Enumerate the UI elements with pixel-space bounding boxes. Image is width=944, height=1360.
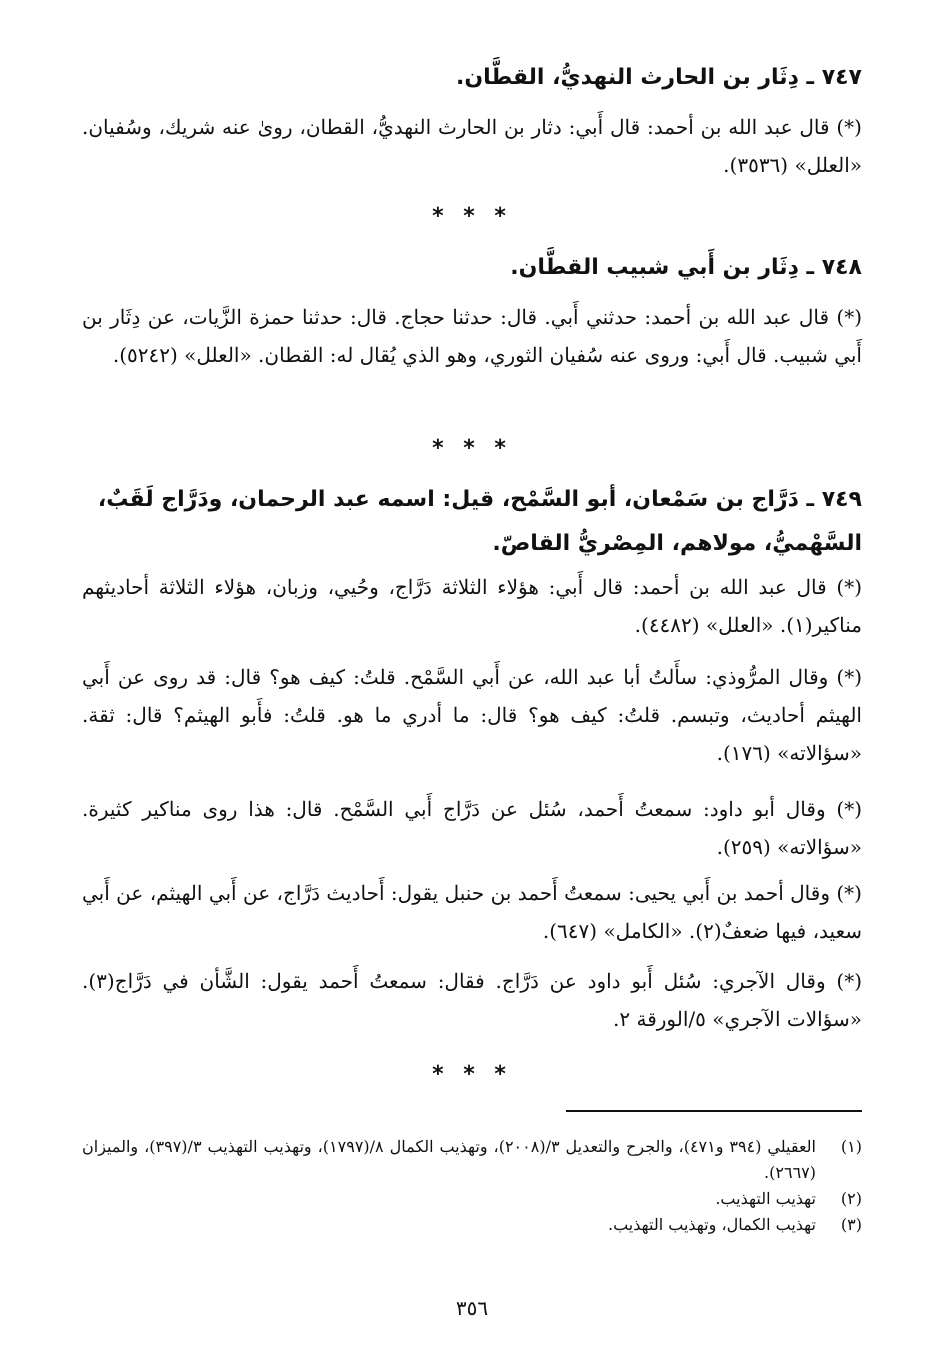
- entry-749-body-5: [82, 962, 862, 1038]
- entry-749-body-4: [82, 874, 862, 950]
- entry-paragraph: (*) وقال المرُّوذي: سأَلتُ أبا عبد الله، عن أَبي السَّمْح. قلتُ: كيف هو؟ قال: قد روى عن أَبي الهيثم أحاديث، وتبسم. قلتُ: كيف هو؟ قال: ما أدري ما هو. قلتُ: فأَبو الهيثم؟ قال: ثقة. «سؤالاته» (١٧٦).: [82, 665, 862, 765]
- footnote-number: (١): [840, 1137, 862, 1156]
- entry-heading: ٧٤٨ ـ دِثَار بن أَبي شبيب القطَّان.: [510, 255, 862, 280]
- footnote: [82, 1212, 862, 1238]
- entry-749: [82, 478, 862, 566]
- footnote: [82, 1134, 862, 1186]
- entry-748-body: [82, 298, 862, 374]
- entry-paragraph: (*) وقال أبو داود: سمعتُ أَحمد، سُئل عن دَرَّاج أَبي السَّمْح. قال: هذا روى مناكير كثيرة. «سؤالاته» (٢٥٩).: [82, 797, 862, 859]
- entry-paragraph: (*) قال عبد الله بن أحمد: قال أَبي: هؤلاء الثلاثة دَرَّاج، وحُيي، وزبان، هؤلاء الثلاثة أحاديثهم مناكير(١). «العلل» (٤٤٨٢).: [82, 575, 862, 637]
- entry-748: [82, 246, 862, 290]
- section-separator: * * *: [432, 204, 512, 229]
- entry-747: [82, 56, 862, 100]
- entry-paragraph: (*) وقال أحمد بن أَبي يحيى: سمعتُ أَحمد بن حنبل يقول: أَحاديث دَرَّاج، عن أَبي الهيثم، عن أَبي سعيد، فيها ضعفٌ(٢). «الكامل» (٦٤٧).: [82, 881, 862, 943]
- footnote-number: (٣): [840, 1215, 862, 1234]
- entry-heading: ٧٤٩ ـ دَرَّاج بن سَمْعان، أبو السَّمْح، قيل: اسمه عبد الرحمان، ودَرَّاج لَقَبٌ، السَّهْميُّ، مولاهم، المِصْريُّ القاصّ.: [97, 487, 862, 556]
- footnote-rule: [566, 1110, 862, 1112]
- entry-paragraph: (*) وقال الآجري: سُئل أَبو داود عن دَرَّاج. فقال: سمعتُ أَحمد يقول: الشَّأن في دَرَّاج(٣). «سؤالات الآجري» ٥/الورقة ٢.: [82, 969, 862, 1031]
- page-number: ٣٥٦: [455, 1296, 489, 1320]
- entry-749-body-3: [82, 790, 862, 866]
- entry-heading: ٧٤٧ ـ دِثَار بن الحارث النهديُّ، القطَّان.: [456, 65, 862, 90]
- entry-747-body: [82, 108, 862, 184]
- footnote-text: العقيلي (٣٩٤ و٤٧١)، والجرح والتعديل ٣/(٢٠٠٨)، وتهذيب الكمال ٨/(١٧٩٧)، وتهذيب التهذيب ٣/(٣٩٧)، والميزان (٢٦٦٧).: [82, 1137, 816, 1182]
- footnote: [82, 1186, 862, 1212]
- footnote-text: تهذيب التهذيب.: [715, 1189, 816, 1208]
- entry-749-body-1: [82, 568, 862, 644]
- section-separator: * * *: [432, 436, 512, 461]
- entry-paragraph: (*) قال عبد الله بن أحمد: قال أَبي: دثار بن الحارث النهديُّ، القطان، روىٰ عنه شريك، وسُفيان. «العلل» (٣٥٣٦).: [82, 115, 862, 177]
- entry-paragraph: (*) قال عبد الله بن أحمد: حدثني أَبي. قال: حدثنا حجاج. قال: حدثنا حمزة الزَّيات، عن دِثَار بن أَبي شبيب. قال أَبي: وروى عنه سُفيان الثوري، وهو الذي يُقال له: القطان. «العلل» (٥٢٤٢).: [82, 305, 862, 367]
- entry-749-body-2: [82, 658, 862, 772]
- footnotes: [82, 1134, 862, 1238]
- footnote-text: تهذيب الكمال، وتهذيب التهذيب.: [607, 1215, 816, 1234]
- section-separator: * * *: [432, 1062, 512, 1087]
- footnote-number: (٢): [840, 1189, 862, 1208]
